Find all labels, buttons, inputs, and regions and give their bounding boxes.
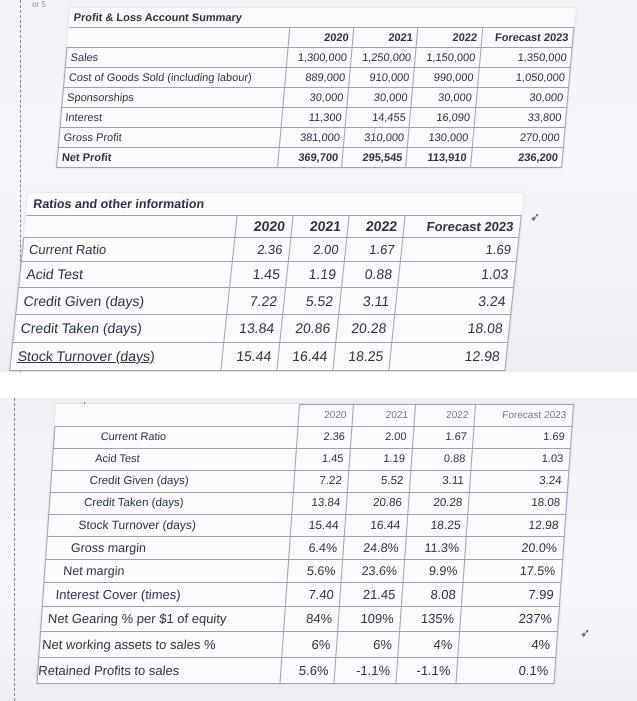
pl-row-label: Sponsorships (62, 88, 285, 108)
full-cell: 15.44 (290, 514, 346, 536)
pl-row (64, 68, 571, 88)
pl-cell: 310,000 (344, 128, 410, 148)
full-row (41, 606, 560, 631)
full-year-2020: 2020 (297, 405, 353, 427)
pl-cell: 990,000 (413, 68, 479, 88)
ratios-year-2022: 2022 (346, 215, 404, 237)
full-cell: 237% (460, 606, 560, 631)
pl-row (60, 108, 567, 128)
full-cell: 7.99 (462, 582, 562, 606)
pl-cell: 113,910 (406, 148, 472, 168)
full-cell: 6% (281, 631, 338, 657)
ratios-cell: 20.86 (279, 314, 338, 342)
full-cell: 6% (336, 631, 399, 657)
ratios-full-grid (36, 404, 574, 684)
ratios-cell: 16.44 (276, 342, 335, 370)
pl-cell: 1,050,000 (477, 68, 570, 88)
full-cell: 84% (283, 606, 339, 631)
full-cell: 20.0% (465, 536, 564, 559)
pl-cell: 1,350,000 (479, 48, 572, 68)
full-cell: 1.69 (473, 426, 572, 448)
ratios-row (16, 287, 514, 314)
full-cell: 2.00 (351, 426, 414, 448)
pl-cell: 889,000 (285, 68, 351, 88)
ratios-cell: 1.67 (344, 237, 403, 261)
full-row-label: Credit Given (days) (50, 470, 294, 492)
full-cell: 1.45 (294, 448, 350, 470)
mouse-cursor-icon: ➶ (530, 210, 541, 224)
full-cell: 8.08 (401, 582, 463, 606)
ratios-row-label: Credit Taken (days) (13, 314, 226, 342)
ratios-cell: 18.25 (332, 342, 391, 370)
full-row (44, 559, 563, 582)
pl-year-forecast: Forecast 2023 (481, 28, 574, 48)
ratios-cell: 20.28 (335, 314, 394, 342)
ratios-cell: 1.03 (397, 261, 516, 287)
pl-year-2022: 2022 (416, 28, 482, 48)
ratios-row-label: Stock Turnover (days) (10, 342, 223, 370)
photo-gap (0, 372, 637, 398)
full-cell: 4% (398, 631, 460, 657)
ratios-title: Ratios and other information (26, 193, 523, 215)
ratios-cell: 3.11 (338, 287, 397, 314)
full-cell: 18.25 (406, 514, 468, 536)
full-row (42, 582, 561, 606)
pl-title: Profit & Loss Account Summary (69, 8, 576, 28)
ratios-cell: 2.00 (288, 237, 347, 261)
ratios-row (21, 237, 519, 261)
full-cell: 3.11 (409, 470, 471, 492)
ratios-year-2020: 2020 (234, 215, 292, 237)
pl-cell: 11,300 (281, 108, 347, 128)
full-cell: 1.67 (412, 426, 474, 448)
pl-cell: 30,000 (475, 88, 568, 108)
full-cell: 135% (399, 606, 461, 631)
pl-row-label: Sales (65, 48, 288, 68)
full-cell: 24.8% (343, 536, 406, 559)
full-cell: 5.52 (348, 470, 411, 492)
full-year-2022: 2022 (414, 405, 476, 427)
full-row-label: Retained Profits to sales (37, 657, 281, 683)
pl-cell: 1,300,000 (286, 48, 352, 68)
ratios-row (19, 261, 517, 287)
full-row (49, 492, 568, 514)
pl-row-label: Interest (60, 108, 283, 128)
ratios-year-2021: 2021 (290, 215, 348, 237)
full-cell: 17.5% (463, 559, 562, 582)
full-cell: 20.86 (346, 492, 409, 514)
full-row-label: Gross margin (46, 536, 290, 559)
pl-row (58, 128, 565, 148)
full-row-label: Stock Turnover (days) (47, 514, 291, 536)
pl-cell: 30,000 (283, 88, 349, 108)
ratios-row-label: Current Ratio (21, 237, 234, 261)
full-cell: -1.1% (396, 657, 458, 683)
pl-cell: 295,545 (342, 148, 408, 168)
full-cell: 7.40 (285, 582, 341, 606)
ratios-row-label: Acid Test (19, 261, 232, 287)
profit-loss-grid (56, 8, 576, 168)
ratios-cell: 0.88 (341, 261, 400, 287)
pl-row (65, 48, 572, 68)
ratios-cell: 18.08 (391, 314, 510, 342)
pl-cell: 236,200 (470, 148, 563, 168)
full-cell: 13.84 (291, 492, 347, 514)
full-cell: 23.6% (341, 559, 404, 582)
full-cell: 5.6% (287, 559, 343, 582)
full-row-label: Net working assets to sales % (39, 631, 283, 657)
ratios-row (10, 342, 508, 370)
full-cell: 6.4% (288, 536, 344, 559)
full-row-label: Acid Test (52, 448, 296, 470)
pl-cell: 369,700 (278, 148, 344, 168)
pl-cell: 1,250,000 (351, 48, 417, 68)
full-cell: 0.1% (456, 657, 556, 683)
ratios-cell: 1.19 (285, 261, 344, 287)
full-row-label: Credit Taken (days) (49, 492, 293, 514)
pl-cell: 381,000 (279, 128, 345, 148)
page-fragment: or 5 (32, 0, 46, 9)
full-cell: 20.28 (408, 492, 470, 514)
pl-cell: 270,000 (472, 128, 565, 148)
ratios-cell: 5.52 (282, 287, 341, 314)
full-row-label: Current Ratio (53, 426, 297, 448)
full-cell: 4% (458, 631, 558, 657)
ratios-cell: 12.98 (389, 342, 508, 370)
pl-year-2020: 2020 (288, 28, 354, 48)
full-row (47, 514, 566, 536)
pl-year-2021: 2021 (352, 28, 418, 48)
ratios-cell: 2.36 (232, 237, 291, 261)
pl-cell: 30,000 (347, 88, 413, 108)
full-cell: 16.44 (344, 514, 407, 536)
full-row-label: Interest Cover (times) (42, 582, 286, 606)
full-cell: 109% (338, 606, 401, 631)
pl-cell: 16,090 (409, 108, 475, 128)
ratios-cell: 7.22 (226, 287, 285, 314)
full-row (46, 536, 565, 559)
full-cell: 3.24 (470, 470, 569, 492)
ratios-year-forecast: Forecast 2023 (403, 215, 522, 237)
full-row (53, 426, 572, 448)
full-cell: -1.1% (334, 657, 397, 683)
full-cell: 21.45 (340, 582, 403, 606)
full-cell: 12.98 (466, 514, 565, 536)
full-cell: 1.19 (349, 448, 412, 470)
pl-cell: 33,800 (474, 108, 567, 128)
pl-cell: 130,000 (408, 128, 474, 148)
pl-row (57, 148, 564, 168)
ratios-cell: 1.69 (400, 237, 519, 261)
full-cell: 0.88 (411, 448, 473, 470)
full-row-label: Net Gearing % per $1 of equity (41, 606, 285, 631)
ratios-row (13, 314, 511, 342)
ratios-table (9, 193, 524, 371)
ratios-cell: 15.44 (220, 342, 279, 370)
full-row (52, 448, 571, 470)
full-row (50, 470, 569, 492)
full-year-2021: 2021 (352, 405, 415, 427)
ratios-full-table (36, 404, 574, 684)
ratios-cell: 3.24 (394, 287, 513, 314)
pl-cell: 14,455 (345, 108, 411, 128)
full-cell: 11.3% (404, 536, 466, 559)
full-row-label: Net margin (44, 559, 288, 582)
ratios-cell: 13.84 (223, 314, 282, 342)
ratios-grid (9, 193, 524, 371)
pl-row-label: Gross Profit (58, 128, 281, 148)
full-row (39, 631, 558, 657)
full-cell: 18.08 (468, 492, 567, 514)
full-cell: 7.22 (293, 470, 349, 492)
full-cell: 5.6% (279, 657, 336, 683)
pl-row-label: Net Profit (57, 148, 280, 168)
full-cell: 9.9% (403, 559, 465, 582)
pl-cell: 1,150,000 (415, 48, 481, 68)
full-cell: 1.03 (471, 448, 570, 470)
pl-cell: 910,000 (349, 68, 415, 88)
full-row (37, 657, 556, 683)
full-cell: 2.36 (296, 426, 352, 448)
ratios-cell: 1.45 (229, 261, 288, 287)
pl-cell: 30,000 (411, 88, 477, 108)
ratios-row-label: Credit Given (days) (16, 287, 229, 314)
pl-row (62, 88, 569, 108)
pl-row-label: Cost of Goods Sold (including labour) (64, 68, 287, 88)
mouse-cursor-icon: ➶ (580, 626, 591, 640)
profit-loss-table (56, 8, 576, 168)
full-year-forecast: Forecast 2023 (474, 405, 573, 427)
